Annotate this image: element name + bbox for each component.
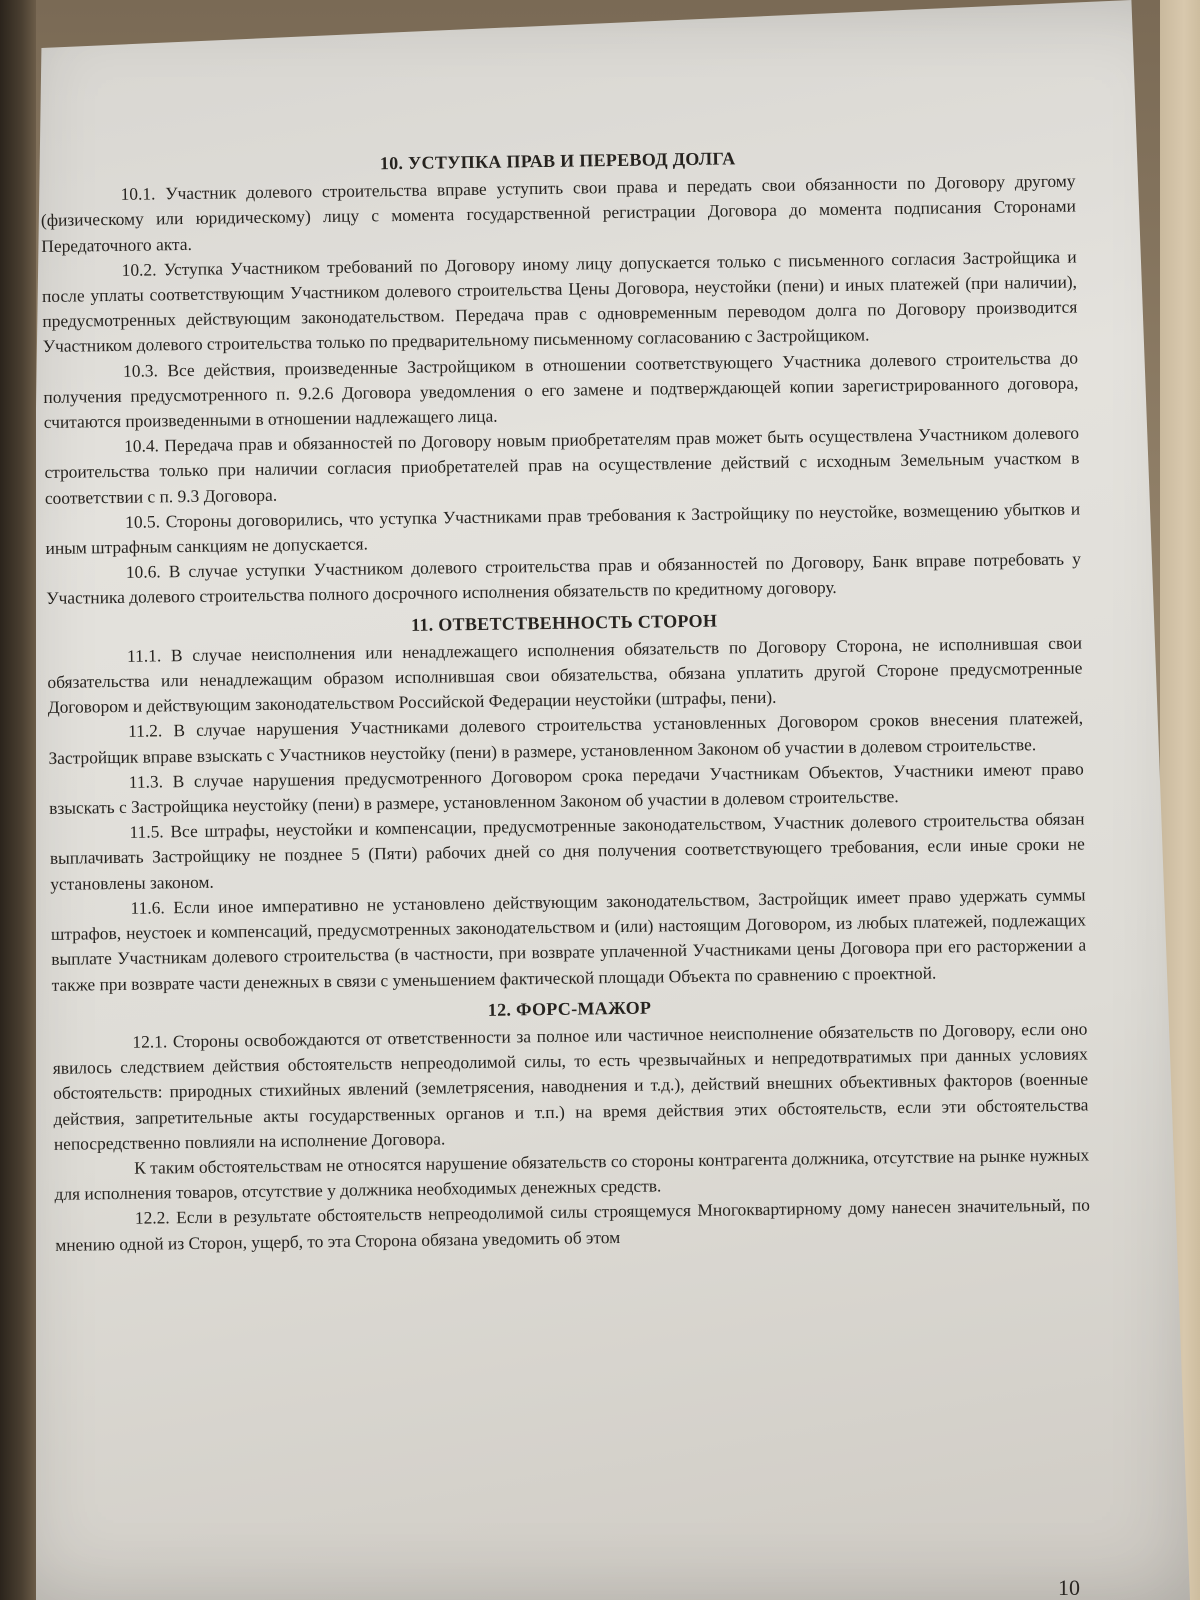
paragraph-10-2: 10.2. Уступка Участником требований по Договору иному лицу допускается только с письменного согласия Застройщика и после уплаты соответствующим Участником долевого строительства Цены Договора, неустойки (пени) и иных платежей (при наличии), предусмотренных действующим законодательством. Передача прав с одновременным переводом долга по Договору производится Участником долевого строительства только по предварительному письменному согласованию с Застройщиком. (41, 246, 1078, 357)
document-body (40, 136, 1090, 1258)
section-heading-10: 10. УСТУПКА ПРАВ И ПЕРЕВОД ДОЛГА (379, 148, 736, 174)
paragraph-12-1: 12.1. Стороны освобождаются от ответственности за полное или частичное неисполнение обязательств по Договору, если оно явилось следствием действия обстоятельств непреодолимой силы, то есть чрезвычайных и непредотвратимых при данных условиях обстоятельств: природных стихийных явлений (землетрясения, наводнения и т.д.), действий внешних объективных факторов (военные действия, запретительные акты государственных органов и т.п.) на время действия этих обстоятельств, если эти обстоятельства непосредственно повлияли на исполнение Договора. (52, 1018, 1089, 1154)
paragraph-11-1: 11.1. В случае неисполнения или ненадлежащего исполнения обязательств по Договору Сторона, не исполнившая свои обязательства или ненадлежащим образом исполнившая свои обязательства, обязана уплатить другой Стороне предусмотренные Договором и действующим законодательством Российской Федерации неустойки (штрафы, пени). (47, 632, 1083, 718)
paragraph-11-2: 11.2. В случае нарушения Участниками долевого строительства установленных Договором сроков внесения платежей, Застройщик вправе взыскать с Участников неустойку (пени) в размере, установленном Законом об участии в долевом строительстве. (48, 707, 1084, 768)
binding-shadow (0, 0, 36, 1600)
paragraph-12-2: 12.2. Если в результате обстоятельств непреодолимой силы строящемуся Многоквартирному дому нанесен значительный, по мнению одной из Сторон, ущерб, то эта Сторона обязана уведомить об этом (55, 1194, 1090, 1255)
paragraph-10-6: 10.6. В случае уступки Участником долевого строительства прав и обязанностей по Договору, Банк вправе потребовать у Участника долевого строительства полного досрочного исполнения обязательств по кредитному договору. (46, 548, 1081, 609)
section-heading-12: 12. ФОРС-МАЖОР (487, 997, 652, 1020)
paragraph-11-3: 11.3. В случае нарушения предусмотренного Договором срока передачи Участникам Объектов, Участники имеют право взыскать с Застройщика неустойку (пени) в размере, установленном Законом об участии в долевом строительстве. (49, 758, 1084, 819)
paragraph-12-1-note: К таким обстоятельствам не относятся нарушение обязательств со стороны контрагента должника, отсутствие на рынке нужных для исполнения товаров, отсутствие у должника необходимых денежных средств. (54, 1144, 1090, 1205)
paragraph-11-5: 11.5. Все штрафы, неустойки и компенсации, предусмотренные законодательством, Участник долевого строительства обязан выплачивать Застройщику не позднее 5 (Пяти) рабочих дней со дня получения соответствующего требования, если иные сроки не установлены законом. (49, 808, 1085, 894)
paragraph-10-1: 10.1. Участник долевого строительства вправе уступить свои права и передать свои обязанности по Договору другому (физическому или юридическому) лицу с момента государственной регистрации Договора до момента подписания Сторонами Передаточного акта. (40, 170, 1077, 256)
paragraph-10-3: 10.3. Все действия, произведенные Застройщиком в отношении соответствующего Участника долевого строительства до получения предусмотренного п. 9.2.6 Договора уведомления о его замене и подтверждающей копии зарегистрированного договора, считаются произведенными в отношении надлежащего лица. (43, 347, 1079, 433)
paragraph-10-5: 10.5. Стороны договорились, что уступка Участниками прав требования к Застройщику по неустойке, возмещению убытков и иным штрафным санкциям не допускается. (45, 498, 1081, 559)
paragraph-11-6: 11.6. Если иное императивно не установлено действующим законодательством, Застройщик имеет право удержать суммы штрафов, неустоек и компенсаций, предусмотренных законодательством и (или) настоящим Договором, из любых платежей, подлежащих выплате Участникам долевого строительства (в частности, при возврате уплаченной Участниками цены Договора при его расторжении а также при возврате части денежных в связи с уменьшением фактической площади Объекта по сравнению с проектной. (50, 884, 1087, 995)
section-heading-11: 11. ОТВЕТСТВЕННОСТЬ СТОРОН (410, 610, 718, 635)
paragraph-10-4: 10.4. Передача прав и обязанностей по Договору новым приобретателям прав может быть осуществлена Участником долевого строительства только при наличии согласия приобретателей прав на осуществление действий с исходным Земельным участком в соответствии с п. 9.3 Договора. (44, 422, 1080, 508)
page-number: 10 (1058, 1575, 1080, 1600)
